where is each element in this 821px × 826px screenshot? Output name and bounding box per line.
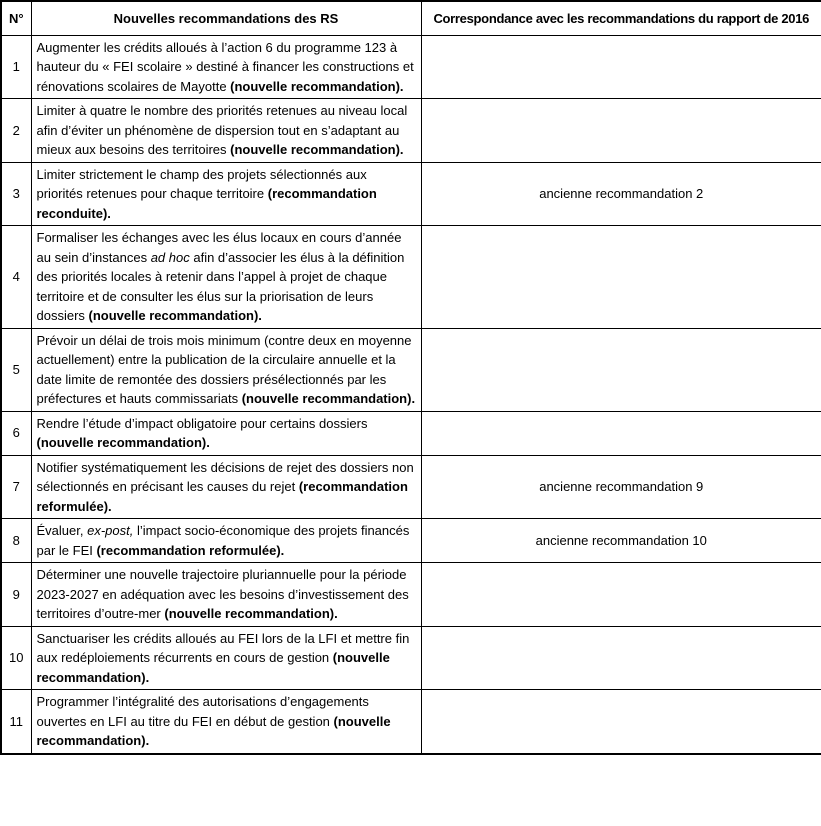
recommendation-cell [31,226,421,329]
recommendation-cell [31,690,421,754]
col-header-num: N° [1,1,31,35]
recommendation-text-segment: (recommandation reconduite). [36,186,377,221]
recommendation-text-segment: Notifier systématiquement les décisions de rejet des dossiers non sélectionnés en précisant les causes du rejet [36,459,414,494]
table-row [1,35,821,99]
row-number-cell: 9 [1,563,31,627]
row-number-cell: 5 [1,328,31,411]
correspondence-cell [421,328,821,411]
recommendation-text-segment: afin d’associer les élus à la définition des priorités locales à retenir dans l’appel à projet de chaque territoire et de consulter les élus sur la priorisation de leurs dossiers [36,249,405,323]
recommendation-text-segment: Programmer l’intégralité des autorisations d’engagements ouvertes en LFI au titre du FEI en début de gestion [36,694,369,729]
recommendation-text-segment: (nouvelle recommandation). [230,78,404,94]
recommendation-text-segment: (nouvelle recommandation). [36,713,391,748]
correspondence-cell: ancienne recommandation 2 [421,162,821,226]
col-header-correspondence: Correspondance avec les recommandations du rapport de 2016 [421,1,821,35]
row-number-cell: 3 [1,162,31,226]
table-row [1,99,821,163]
row-number-cell: 10 [1,626,31,690]
table-row [1,563,821,627]
table-row [1,519,821,563]
recommendation-cell [31,626,421,690]
table-row [1,455,821,519]
correspondence-cell [421,626,821,690]
recommendation-cell [31,411,421,455]
table-row [1,226,821,329]
table-body [1,35,821,754]
correspondence-cell: ancienne recommandation 10 [421,519,821,563]
table-row [1,162,821,226]
recommendation-text-segment: (recommandation reformulée). [96,542,285,558]
row-number-cell: 7 [1,455,31,519]
row-number-cell: 2 [1,99,31,163]
recommendation-text-segment: Limiter à quatre le nombre des priorités retenues au niveau local afin d’éviter un phénomène de dispersion tout en s’adaptant au mieux aux besoins des territoires [36,103,408,157]
recommendation-cell [31,563,421,627]
recommendation-text-segment: (nouvelle recommandation). [36,435,210,450]
correspondence-cell [421,563,821,627]
col-header-recommendations: Nouvelles recommandations des RS [31,1,421,35]
correspondence-cell [421,226,821,329]
recommendation-text-segment: ex-post, [87,523,134,538]
recommendation-cell [31,455,421,519]
row-number-cell: 1 [1,35,31,99]
recommendation-text-segment: Prévoir un délai de trois mois minimum (contre deux en moyenne actuellement) entre la publication de la circulaire annuelle et la date limite de remontée des dossiers présélectionnés par les préfectures et hauts commissariats [36,332,412,406]
recommendation-text-segment: (recommandation reformulée). [36,479,408,514]
recommendation-text-segment: Évaluer, [36,523,88,538]
recommendation-text-segment: Déterminer une nouvelle trajectoire pluriannuelle pour la période 2023-2027 en adéquation avec les besoins d’investissement des territoires d’outre-mer [36,567,409,621]
recommendation-text-segment: Sanctuariser les crédits alloués au FEI lors de la LFI et mettre fin aux redéploiements récurrents en cours de gestion [36,630,410,665]
recommendation-cell [31,328,421,411]
recommendation-cell [31,519,421,563]
correspondence-cell: ancienne recommandation 9 [421,455,821,519]
table-row [1,690,821,754]
correspondence-cell [421,690,821,754]
recommendation-text-segment: l’impact socio-économique des projets financés par le FEI [36,523,410,558]
row-number-cell: 11 [1,690,31,754]
correspondence-cell [421,35,821,99]
row-number-cell: 6 [1,411,31,455]
recommendation-text-segment: Augmenter les crédits alloués à l’action 6 du programme 123 à hauteur du « FEI scolaire » destiné à financer les constructions et rénovations scolaires de Mayotte [36,39,414,94]
correspondence-cell [421,411,821,455]
recommendation-text-segment: Limiter strictement le champ des projets sélectionnés aux priorités retenues pour chaque territoire [36,166,367,201]
row-number-cell: 4 [1,226,31,329]
row-number-cell: 8 [1,519,31,563]
recommendation-text-segment: Rendre l’étude d’impact obligatoire pour certains dossiers [36,415,368,431]
recommendation-text-segment: (nouvelle recommandation). [230,142,404,157]
table-header [1,1,821,35]
recommendation-cell [31,35,421,99]
correspondence-cell [421,99,821,163]
recommendation-text-segment: (nouvelle recommandation). [36,650,390,685]
recommendation-cell [31,162,421,226]
recommendation-text-segment: (nouvelle recommandation). [164,606,338,621]
recommendation-cell [31,99,421,163]
table-row [1,328,821,411]
recommendation-text-segment: (nouvelle recommandation). [88,308,262,323]
recommendation-text-segment: ad hoc [150,249,190,265]
table-row [1,626,821,690]
table-row [1,411,821,455]
recommendation-text-segment: Formaliser les échanges avec les élus locaux en cours d’année au sein d’instances [36,230,402,265]
recommendation-text-segment: (nouvelle recommandation). [241,391,416,406]
header-row [1,1,821,35]
